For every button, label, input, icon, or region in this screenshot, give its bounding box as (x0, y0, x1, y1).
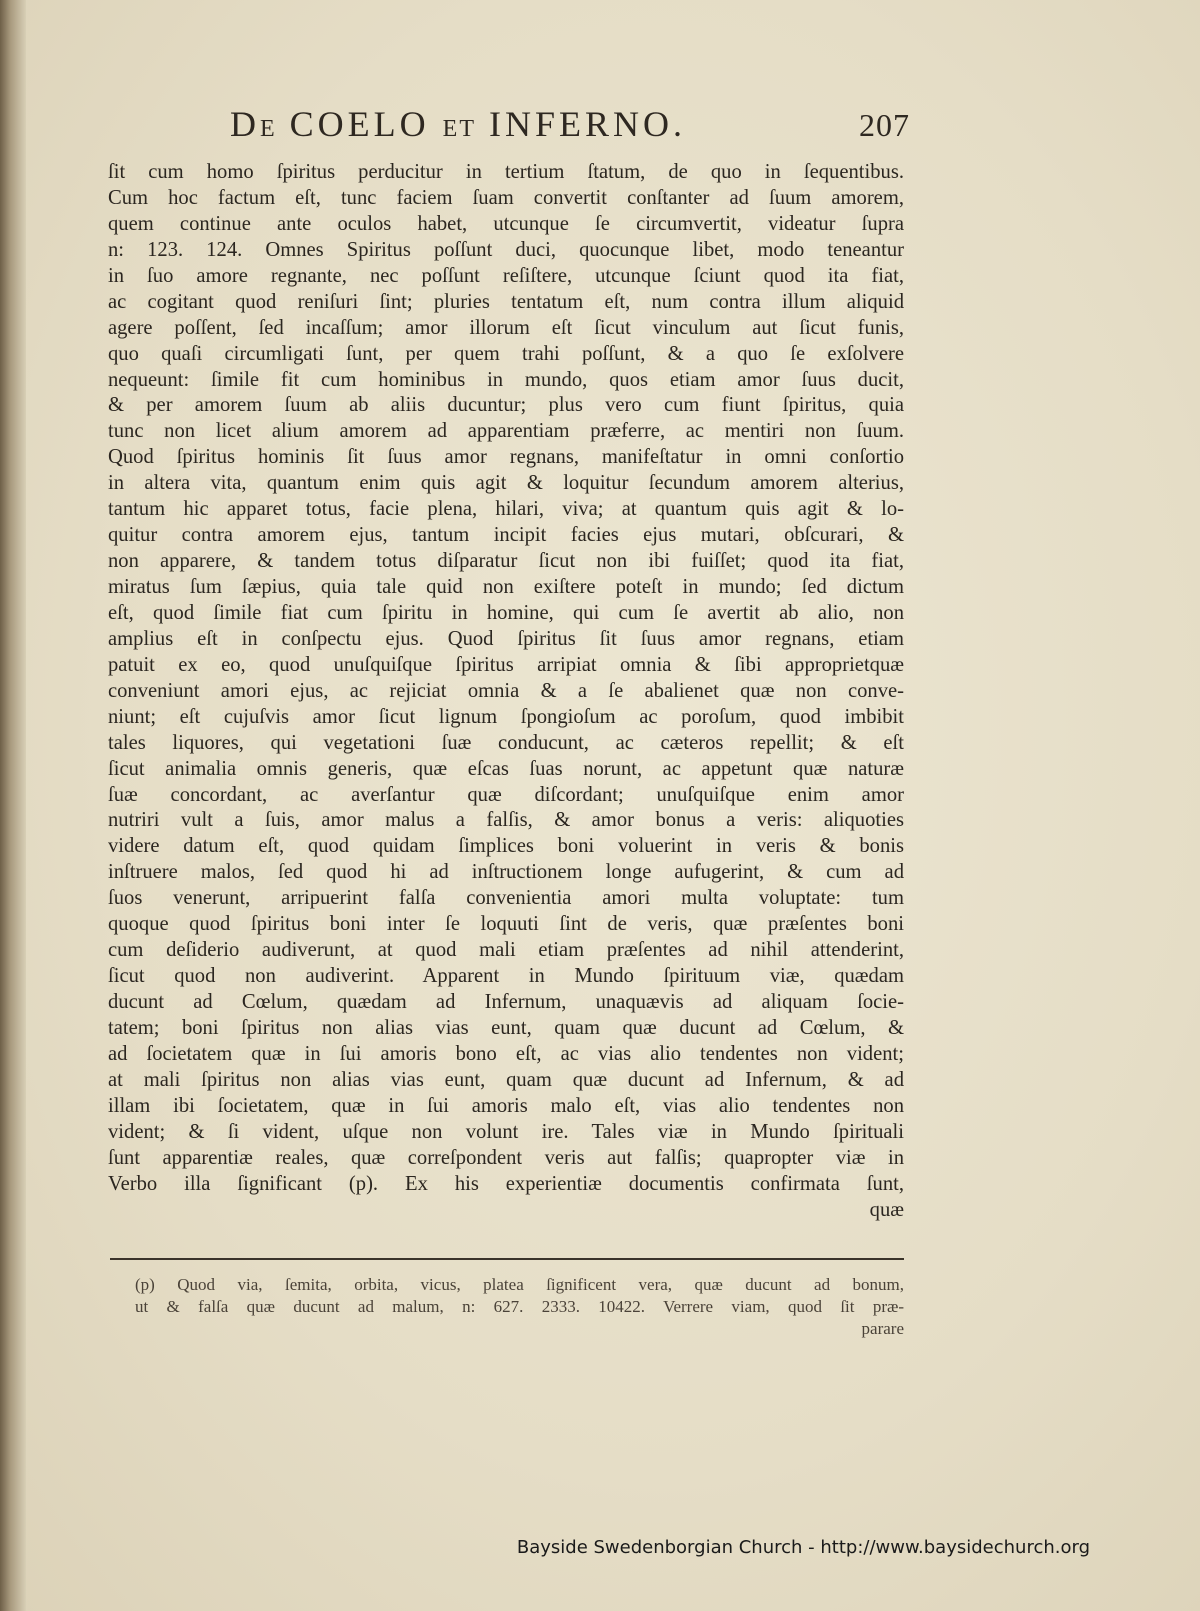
text-line: non apparere, & tandem totus diſparatur ſicut non ibi fuiſſet; quod ita fiat, (108, 550, 904, 573)
text-line: n: 123. 124. Omnes Spiritus poſſunt duci, quocunque libet, modo teneantur (108, 238, 904, 261)
text-line: in altera vita, quantum enim quis agit & loquitur ſecundum amorem alterius, (108, 472, 904, 495)
text-line: nutriri vult a ſuis, amor malus a falſis, & amor bonus a veris: aliquoties (108, 809, 904, 832)
text-line: agere poſſent, ſed incaſſum; amor illorum eſt ſicut vinculum aut ſicut funis, (108, 316, 904, 339)
text-line: nequeunt: ſimile fit cum hominibus in mundo, quos etiam amor ſuus ducit, (108, 368, 904, 391)
text-line: vident; & ſi vident, uſque non volunt ire. Tales viæ in Mundo ſpirituali (108, 1120, 904, 1143)
text-line: ducunt ad Cœlum, quædam ad Infernum, unaquævis ad aliquam ſocie- (108, 991, 904, 1013)
text-line: eſt, quod ſimile fiat cum ſpiritu in homine, qui cum ſe avertit ab alio, non (108, 601, 904, 624)
footnote-catchword: parare (861, 1319, 904, 1338)
text-line: quitur contra amorem ejus, tantum incipit facies ejus mutari, obſcurari, & (108, 524, 904, 547)
running-header (230, 103, 910, 149)
footnote-line: (p) Quod via, ſemita, orbita, vicus, platea ſignificent vera, quæ ducunt ad bonum, (135, 1275, 904, 1294)
text-line: niunt; eſt cujuſvis amor ſicut lignum ſpongioſum ac poroſum, quod imbibit (108, 705, 904, 728)
source-watermark: Bayside Swedenborgian Church - http://www.baysidechurch.org (516, 1537, 1090, 1558)
text-line: ſuos venerunt, arripuerint falſa convenientia amori multa voluptate: tum (108, 887, 904, 910)
title-part-1: D (230, 104, 260, 144)
text-line: & per amorem ſuum ab aliis ducuntur; plus vero cum fiunt ſpiritus, quia (108, 394, 904, 417)
text-line: miratus ſum ſæpius, quia tale quid non exiſtere poteſt in mundo; ſed dictum (108, 576, 904, 598)
title-part-4: ET (442, 116, 476, 142)
text-line: quo quaſi circumligati ſunt, per quem trahi poſſunt, & a quo ſe exſolvere (108, 342, 904, 365)
text-line: in ſuo amore regnante, nec poſſunt reſiſtere, utcunque ſciunt quod ita fiat, (108, 264, 904, 287)
text-line: ſicut quod non audiverint. Apparent in Mundo ſpirituum viæ, quædam (108, 965, 904, 988)
footnote-line: ut & falſa quæ ducunt ad malum, n: 627. 2333. 10422. Verrere viam, quod ſit præ- (135, 1297, 904, 1316)
text-line: cum deſiderio audiverunt, at quod mali etiam præſentes ad nihil attenderint, (108, 939, 904, 962)
text-line: quem continue ante oculos habet, utcunque ſe circumvertit, videatur ſupra (108, 212, 904, 235)
text-line: ac cogitant quod reniſuri ſint; pluries tentatum eſt, num contra illum aliquid (108, 290, 904, 313)
text-line: ſunt apparentiæ reales, quæ correſpondent veris aut falſis; quapropter viæ in (108, 1146, 904, 1169)
text-line: at mali ſpiritus non alias vias eunt, quam quæ ducunt ad Infernum, & ad (108, 1068, 904, 1091)
text-line: ſicut animalia omnis generis, quæ eſcas ſuas norunt, ac appetunt quæ naturæ (108, 757, 904, 780)
text-line: ſit cum homo ſpiritus perducitur in tertium ſtatum, de quo in ſequentibus. (108, 161, 904, 183)
text-line: inſtruere malos, ſed quod hi ad inſtructionem longe aufugerint, & cum ad (108, 861, 904, 884)
body-text (108, 160, 904, 1223)
footnote-rule (110, 1258, 904, 1260)
text-line: tunc non licet alium amorem ad apparentiam præferre, ac mentiri non ſuum. (108, 420, 904, 443)
text-line: Quod ſpiritus hominis ſit ſuus amor regnans, manifeſtatur in omni conſortio (108, 446, 904, 469)
binding-shadow (0, 0, 26, 1611)
text-line: tatem; boni ſpiritus non alias vias eunt, quam quæ ducunt ad Cœlum, & (108, 1016, 904, 1039)
text-line: tantum hic apparet totus, facie plena, hilari, viva; at quantum quis agit & lo- (108, 498, 904, 521)
title-part-2: E (260, 116, 277, 142)
text-line: videre datum eſt, quod quidam ſimplices boni voluerint in veris & bonis (108, 835, 904, 858)
text-line: quoque quod ſpiritus boni inter ſe loquuti ſint de veris, quæ præſentes boni (108, 913, 904, 936)
running-title (230, 103, 686, 145)
title-part-5: INFERNO. (476, 104, 687, 144)
text-line: tales liquores, qui vegetationi ſuæ conducunt, ac cæteros repellit; & eſt (108, 731, 904, 754)
text-line: amplius eſt in conſpectu ejus. Quod ſpiritus ſit ſuus amor regnans, etiam (108, 627, 904, 650)
page-number: 207 (859, 107, 910, 143)
text-line: illam ibi ſocietatem, quæ in ſui amoris malo eſt, vias alio tendentes non (108, 1094, 904, 1117)
footnote (135, 1274, 904, 1340)
title-part-3: COELO (276, 104, 443, 144)
text-line: ſuæ concordant, ac averſantur quæ diſcordant; unuſquiſque enim amor (108, 783, 904, 806)
text-line: Verbo illa ſignificant (p). Ex his experientiæ documentis confirmata ſunt, (108, 1172, 904, 1195)
text-line: patuit ex eo, quod unuſquiſque ſpiritus arripiat omnia & ſibi approprietquæ (108, 653, 904, 676)
text-line: conveniunt amori ejus, ac rejiciat omnia & a ſe abalienet quæ non conve- (108, 679, 904, 702)
text-line: Cum hoc factum eſt, tunc faciem ſuam convertit conſtanter ad ſuum amorem, (108, 186, 904, 209)
catchword: quæ (869, 1198, 904, 1221)
text-line: ad ſocietatem quæ in ſui amoris bono eſt, ac vias alio tendentes non vident; (108, 1042, 904, 1065)
